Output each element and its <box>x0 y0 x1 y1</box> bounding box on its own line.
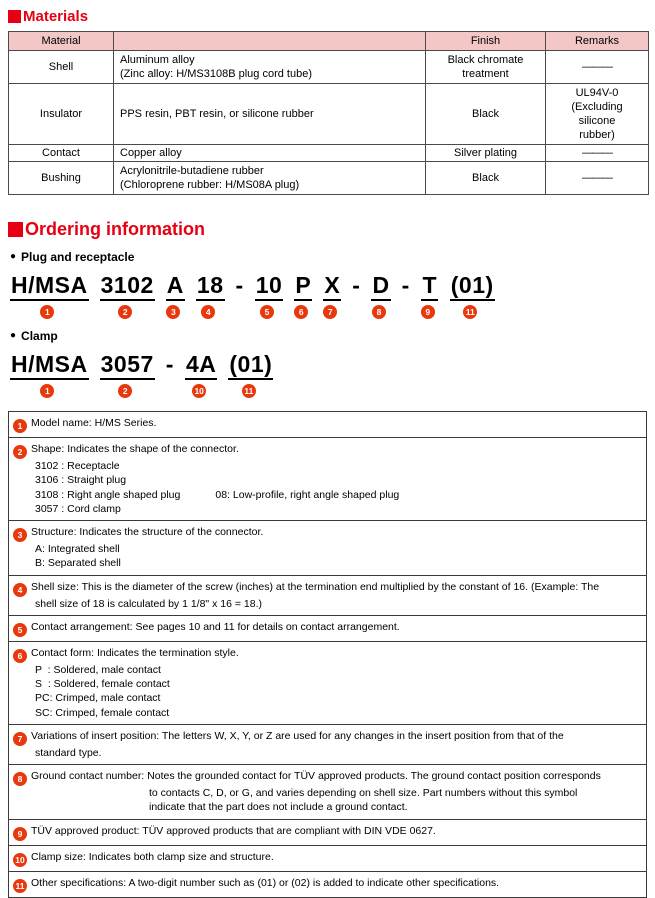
note-text: SC: Crimped, female contact <box>35 706 170 719</box>
table-row-insulator <box>9 84 649 145</box>
note-text: indicate that the part does not include a ground contact. <box>149 801 408 814</box>
note-number-badge: 3 <box>13 528 27 542</box>
pn-number-badge: 1 <box>40 305 54 319</box>
cell-material: Contact <box>9 145 114 162</box>
pn-token: 10 <box>255 272 284 301</box>
ordering-title: Ordering information <box>25 219 205 239</box>
note-text: 3108 : Right angle shaped plug 08: Low-profile, right angle shaped plug <box>35 488 400 501</box>
pn-segment-other-specs <box>450 272 495 319</box>
remarks-line: (Excluding silicone <box>571 101 623 127</box>
note-text: 3102 : Receptacle <box>35 460 120 473</box>
plug-part-number <box>10 272 647 319</box>
cell-description: Copper alloy <box>114 145 426 162</box>
pn-number-badge: 10 <box>192 384 206 398</box>
note-text: A: Integrated shell <box>35 543 120 556</box>
column-header-material: Material <box>9 32 114 51</box>
note-line <box>13 729 641 746</box>
finish-line: Black chromate <box>447 54 524 66</box>
label-text: Plug and receptacle <box>21 250 135 264</box>
finish-line: treatment <box>462 68 509 80</box>
materials-heading <box>8 8 647 25</box>
note-clamp-size <box>8 845 647 872</box>
cell-finish <box>426 51 546 84</box>
note-contact-arrangement <box>8 615 647 642</box>
note-number-badge: 6 <box>13 649 27 663</box>
pn-segment-ground-contact <box>371 272 390 319</box>
bullet-icon: ● <box>10 330 17 341</box>
remarks-line: rubber) <box>579 129 615 141</box>
note-line <box>13 442 641 459</box>
clamp-part-number <box>10 351 647 398</box>
pn-token: (01) <box>450 272 495 301</box>
column-header-finish: Finish <box>426 32 546 51</box>
note-text: PC: Crimped, male contact <box>35 692 161 705</box>
pn-segment-contact-arrangement <box>255 272 284 319</box>
pn-number-badge: 4 <box>201 305 215 319</box>
note-number-badge: 8 <box>13 772 27 786</box>
table-row-shell <box>9 51 649 84</box>
description-line: Acrylonitrile-butadiene rubber <box>120 165 264 177</box>
red-square-icon <box>8 10 21 23</box>
cell-remarks: ——— <box>546 162 649 195</box>
cell-description: PPS resin, PBT resin, or silicone rubber <box>114 84 426 145</box>
cell-remarks: ——— <box>546 145 649 162</box>
pn-token: H/MSA <box>10 272 89 301</box>
pn-number-badge: 3 <box>166 305 180 319</box>
note-text: 3106 : Straight plug <box>35 474 127 487</box>
note-text: B: Separated shell <box>35 557 121 570</box>
pn-number-badge: 5 <box>260 305 274 319</box>
pn-separator <box>402 272 410 298</box>
pn-segment-insert-position <box>323 272 341 319</box>
cell-remarks <box>546 84 649 145</box>
note-text: P : Soldered, male contact <box>35 663 161 676</box>
pn-token: 3057 <box>100 351 155 380</box>
note-text: S : Soldered, female contact <box>35 678 170 691</box>
note-line <box>13 416 641 433</box>
ordering-notes <box>8 411 647 898</box>
clamp-label <box>10 329 647 343</box>
column-header-remarks: Remarks <box>546 32 649 51</box>
pn-number-badge: 6 <box>294 305 308 319</box>
pn-token: H/MSA <box>10 351 89 380</box>
pn-number-badge: 2 <box>118 305 132 319</box>
pn-separator <box>236 272 244 298</box>
note-line <box>13 620 641 637</box>
materials-table <box>8 31 649 195</box>
note-line <box>13 646 641 663</box>
note-number-badge: 10 <box>13 853 27 867</box>
cell-finish: Black <box>426 162 546 195</box>
pn-number-badge: 11 <box>242 384 256 398</box>
note-other-specifications <box>8 871 647 898</box>
note-number-badge: 11 <box>13 879 27 893</box>
note-text: 3057 : Cord clamp <box>35 502 121 515</box>
note-text: standard type. <box>35 746 102 759</box>
pn-token: P <box>294 272 312 301</box>
note-insert-position <box>8 724 647 765</box>
pn-segment-shape <box>100 351 155 398</box>
note-line <box>13 769 641 786</box>
cell-material: Shell <box>9 51 114 84</box>
pn-segment-shape <box>100 272 155 319</box>
pn-token: T <box>421 272 438 301</box>
cell-remarks: ——— <box>546 51 649 84</box>
note-line <box>13 850 641 867</box>
pn-token: 4A <box>185 351 217 380</box>
note-line <box>13 824 641 841</box>
pn-segment-other-specs <box>228 351 273 398</box>
red-square-icon <box>8 222 23 237</box>
note-ground-contact <box>8 764 647 820</box>
pn-token: D <box>371 272 390 301</box>
note-line <box>13 876 641 893</box>
cell-material: Bushing <box>9 162 114 195</box>
note-number-badge: 5 <box>13 623 27 637</box>
note-text: Structure: Indicates the structure of the connector. <box>31 526 264 538</box>
pn-token: 18 <box>196 272 225 301</box>
note-text: Clamp size: Indicates both clamp size and structure. <box>31 850 274 863</box>
pn-segment-shell-size <box>196 272 225 319</box>
note-number-badge: 4 <box>13 583 27 597</box>
plug-receptacle-label <box>10 250 647 264</box>
note-text: Ground contact number: Notes the grounded contact for TÜV approved products. The ground contact position corresponds <box>31 770 601 783</box>
description-line: (Zinc alloy: H/MS3108B plug cord tube) <box>120 68 312 80</box>
pn-token: (01) <box>228 351 273 380</box>
note-text: Other specifications: A two-digit number such as (01) or (02) is added to indicate other specifications. <box>31 876 500 889</box>
note-text: Variations of insert position: The letters W, X, Y, or Z are used for any changes in the insert position from that of the <box>31 729 564 742</box>
table-header-row <box>9 32 649 51</box>
note-tuv-approved <box>8 819 647 846</box>
pn-segment-tuv <box>421 272 439 319</box>
pn-token: 3102 <box>100 272 155 301</box>
note-number-badge: 7 <box>13 732 27 746</box>
note-model-name <box>8 411 647 438</box>
note-text: Contact form: Indicates the termination style. <box>31 646 239 659</box>
remarks-line: UL94V-0 <box>575 87 619 99</box>
pn-number-badge: 9 <box>421 305 435 319</box>
pn-number-badge: 7 <box>323 305 337 319</box>
column-header-description <box>114 32 426 51</box>
pn-hyphen: - <box>352 272 361 298</box>
pn-segment-contact-form <box>294 272 312 319</box>
note-line <box>13 580 641 597</box>
cell-description <box>114 51 426 84</box>
note-shell-size <box>8 575 647 616</box>
pn-number-badge: 11 <box>463 305 477 319</box>
pn-segment-structure <box>166 272 185 319</box>
note-number-badge: 1 <box>13 419 27 433</box>
label-text: Clamp <box>21 329 58 343</box>
cell-material: Insulator <box>9 84 114 145</box>
ordering-heading <box>8 219 647 240</box>
note-number-badge: 2 <box>13 445 27 459</box>
note-text: Contact arrangement: See pages 10 and 11 for details on contact arrangement. <box>31 620 400 633</box>
table-row-contact <box>9 145 649 162</box>
pn-token: X <box>323 272 341 301</box>
pn-hyphen: - <box>235 272 244 298</box>
pn-separator <box>352 272 360 298</box>
note-text: Model name: H/MS Series. <box>31 417 157 429</box>
note-text: shell size of 18 is calculated by 1 1/8" x 16 = 18.) <box>35 597 262 610</box>
pn-token: A <box>166 272 185 301</box>
description-line: Aluminum alloy <box>120 54 195 66</box>
note-line <box>13 525 641 542</box>
note-text: Shape: Indicates the shape of the connector. <box>31 443 239 456</box>
materials-title: Materials <box>23 8 89 25</box>
note-number-badge: 9 <box>13 827 27 841</box>
note-structure <box>8 520 647 576</box>
pn-number-badge: 1 <box>40 384 54 398</box>
note-text: Shell size: This is the diameter of the screw (inches) at the termination end multiplied by the constant of 16. (Example: The <box>31 580 600 593</box>
cell-finish: Silver plating <box>426 145 546 162</box>
pn-number-badge: 2 <box>118 384 132 398</box>
cell-finish: Black <box>426 84 546 145</box>
pn-hyphen: - <box>401 272 410 298</box>
note-text: to contacts C, D, or G, and varies depending on shell size. Part numbers without this symbol <box>149 787 578 800</box>
cell-description <box>114 162 426 195</box>
note-shape <box>8 437 647 521</box>
table-row-bushing <box>9 162 649 195</box>
note-text: TÜV approved product: TÜV approved products that are compliant with DIN VDE 0627. <box>31 824 436 837</box>
description-line: (Chloroprene rubber: H/MS08A plug) <box>120 179 300 191</box>
pn-segment-series <box>10 351 89 398</box>
pn-segment-clamp-size <box>185 351 217 398</box>
pn-segment-series <box>10 272 89 319</box>
note-contact-form <box>8 641 647 725</box>
pn-separator <box>166 351 174 377</box>
pn-number-badge: 8 <box>372 305 386 319</box>
pn-hyphen: - <box>165 351 174 377</box>
bullet-icon: ● <box>10 251 17 262</box>
